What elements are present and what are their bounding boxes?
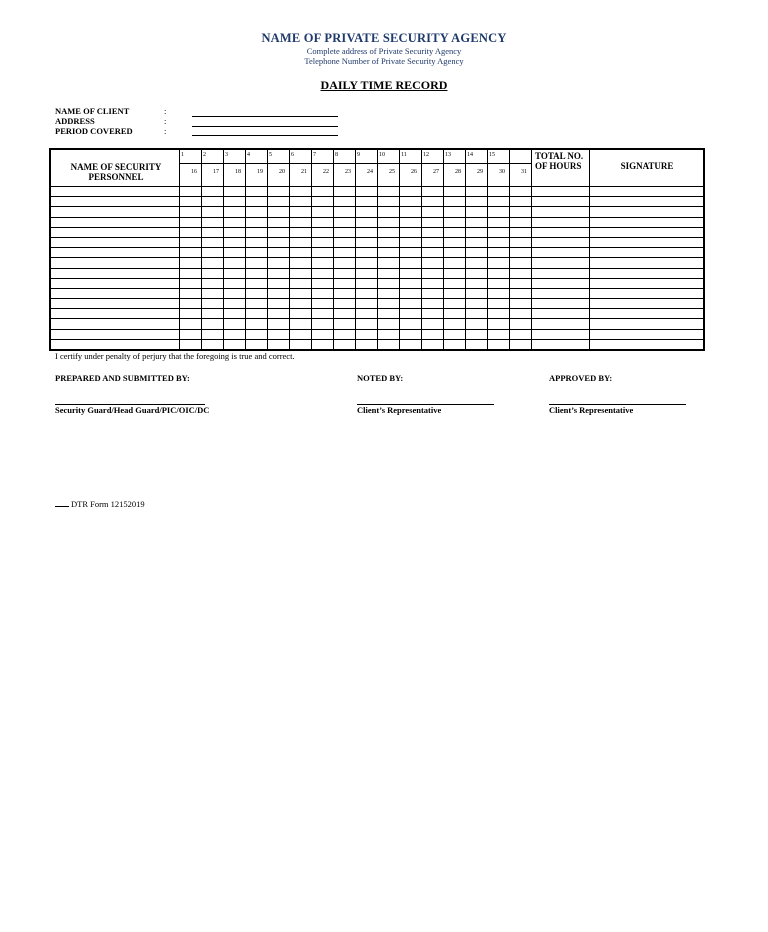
day-number-bottom: 27: [433, 169, 439, 175]
day-number-top: 10: [379, 152, 385, 158]
column-divider: [355, 150, 356, 349]
column-divider: [465, 150, 466, 349]
column-divider: [421, 150, 422, 349]
table-row-line: [51, 206, 703, 207]
approved-by-role: Client’s Representative: [549, 405, 634, 415]
table-row-line: [51, 227, 703, 228]
day-number-top: 4: [247, 152, 250, 158]
column-divider: [201, 150, 202, 349]
table-row-line: [51, 308, 703, 309]
day-number-bottom: 20: [279, 169, 285, 175]
day-number-bottom: 22: [323, 169, 329, 175]
client-name-colon: :: [164, 106, 167, 116]
table-row-line: [51, 339, 703, 340]
column-divider: [223, 150, 224, 349]
name-header: [61, 162, 171, 182]
column-divider: [589, 150, 590, 349]
noted-by-role: Client’s Representative: [357, 405, 442, 415]
day-number-bottom: 24: [367, 169, 373, 175]
column-divider: [179, 150, 180, 349]
period-colon: :: [164, 126, 167, 136]
column-divider: [509, 150, 510, 349]
client-name-label: NAME OF CLIENT: [55, 106, 130, 116]
address-line[interactable]: [192, 126, 338, 127]
noted-by-label: NOTED BY:: [357, 373, 404, 383]
column-divider: [289, 150, 290, 349]
day-number-top: 15: [489, 152, 495, 158]
day-number-bottom: 23: [345, 169, 351, 175]
document-title: DAILY TIME RECORD: [320, 78, 448, 92]
column-divider: [531, 150, 532, 349]
agency-address: Complete address of Private Security Agency: [306, 46, 462, 56]
day-number-top: 5: [269, 152, 272, 158]
day-number-bottom: 30: [499, 169, 505, 175]
column-divider: [399, 150, 400, 349]
certification-text: I certify under penalty of perjury that the foregoing is true and correct.: [55, 351, 295, 361]
day-number-bottom: 16: [191, 169, 197, 175]
day-number-bottom: 19: [257, 169, 263, 175]
address-label: ADDRESS: [55, 116, 95, 126]
total-hours-header: [531, 151, 593, 171]
table-row-line: [51, 237, 703, 238]
day-number-top: 13: [445, 152, 451, 158]
day-number-top: 14: [467, 152, 473, 158]
day-number-top: 7: [313, 152, 316, 158]
day-number-top: 2: [203, 152, 206, 158]
day-number-bottom: 18: [235, 169, 241, 175]
prepared-by-role: Security Guard/Head Guard/PIC/OIC/DC: [55, 405, 210, 415]
total-hours-line1: TOTAL NO.: [535, 151, 584, 161]
table-row-line: [51, 247, 703, 248]
day-number-bottom: 21: [301, 169, 307, 175]
column-divider: [311, 150, 312, 349]
signature-header: SIGNATURE: [620, 161, 674, 171]
table-row-line: [51, 298, 703, 299]
agency-name: NAME OF PRIVATE SECURITY AGENCY: [261, 31, 507, 45]
day-number-top: 11: [401, 152, 407, 158]
day-number-bottom: 26: [411, 169, 417, 175]
form-id-blank: [55, 499, 69, 507]
table-row-line: [51, 196, 703, 197]
approved-by-label: APPROVED BY:: [549, 373, 613, 383]
day-header-divider: [179, 163, 531, 164]
day-number-bottom: 31: [521, 169, 527, 175]
name-header-line2: PERSONNEL: [88, 172, 144, 182]
day-number-bottom: 17: [213, 169, 219, 175]
period-label: PERIOD COVERED: [55, 126, 133, 136]
total-hours-line2: OF HOURS: [535, 161, 582, 171]
name-header-line1: NAME OF SECURITY: [70, 162, 162, 172]
column-divider: [267, 150, 268, 349]
day-number-top: 8: [335, 152, 338, 158]
table-row-line: [51, 278, 703, 279]
client-name-line[interactable]: [192, 116, 338, 117]
day-number-bottom: 25: [389, 169, 395, 175]
form-id: DTR Form 12152019: [55, 499, 145, 509]
day-number-bottom: 29: [477, 169, 483, 175]
table-row-line: [51, 268, 703, 269]
day-number-top: 3: [225, 152, 228, 158]
column-divider: [487, 150, 488, 349]
time-record-table: [49, 148, 705, 351]
table-row-line: [51, 329, 703, 330]
day-number-top: 6: [291, 152, 294, 158]
column-divider: [333, 150, 334, 349]
header-bottom-line: [51, 186, 703, 187]
column-divider: [245, 150, 246, 349]
prepared-by-label: PREPARED AND SUBMITTED BY:: [55, 373, 190, 383]
table-row-line: [51, 217, 703, 218]
day-number-top: 1: [181, 152, 184, 158]
column-divider: [443, 150, 444, 349]
day-number-top: 9: [357, 152, 360, 158]
day-number-top: 12: [423, 152, 429, 158]
address-colon: :: [164, 116, 167, 126]
agency-telephone: Telephone Number of Private Security Agency: [304, 56, 464, 66]
column-divider: [377, 150, 378, 349]
table-row-line: [51, 318, 703, 319]
table-row-line: [51, 257, 703, 258]
table-row-line: [51, 288, 703, 289]
period-line[interactable]: [192, 135, 338, 136]
day-number-bottom: 28: [455, 169, 461, 175]
